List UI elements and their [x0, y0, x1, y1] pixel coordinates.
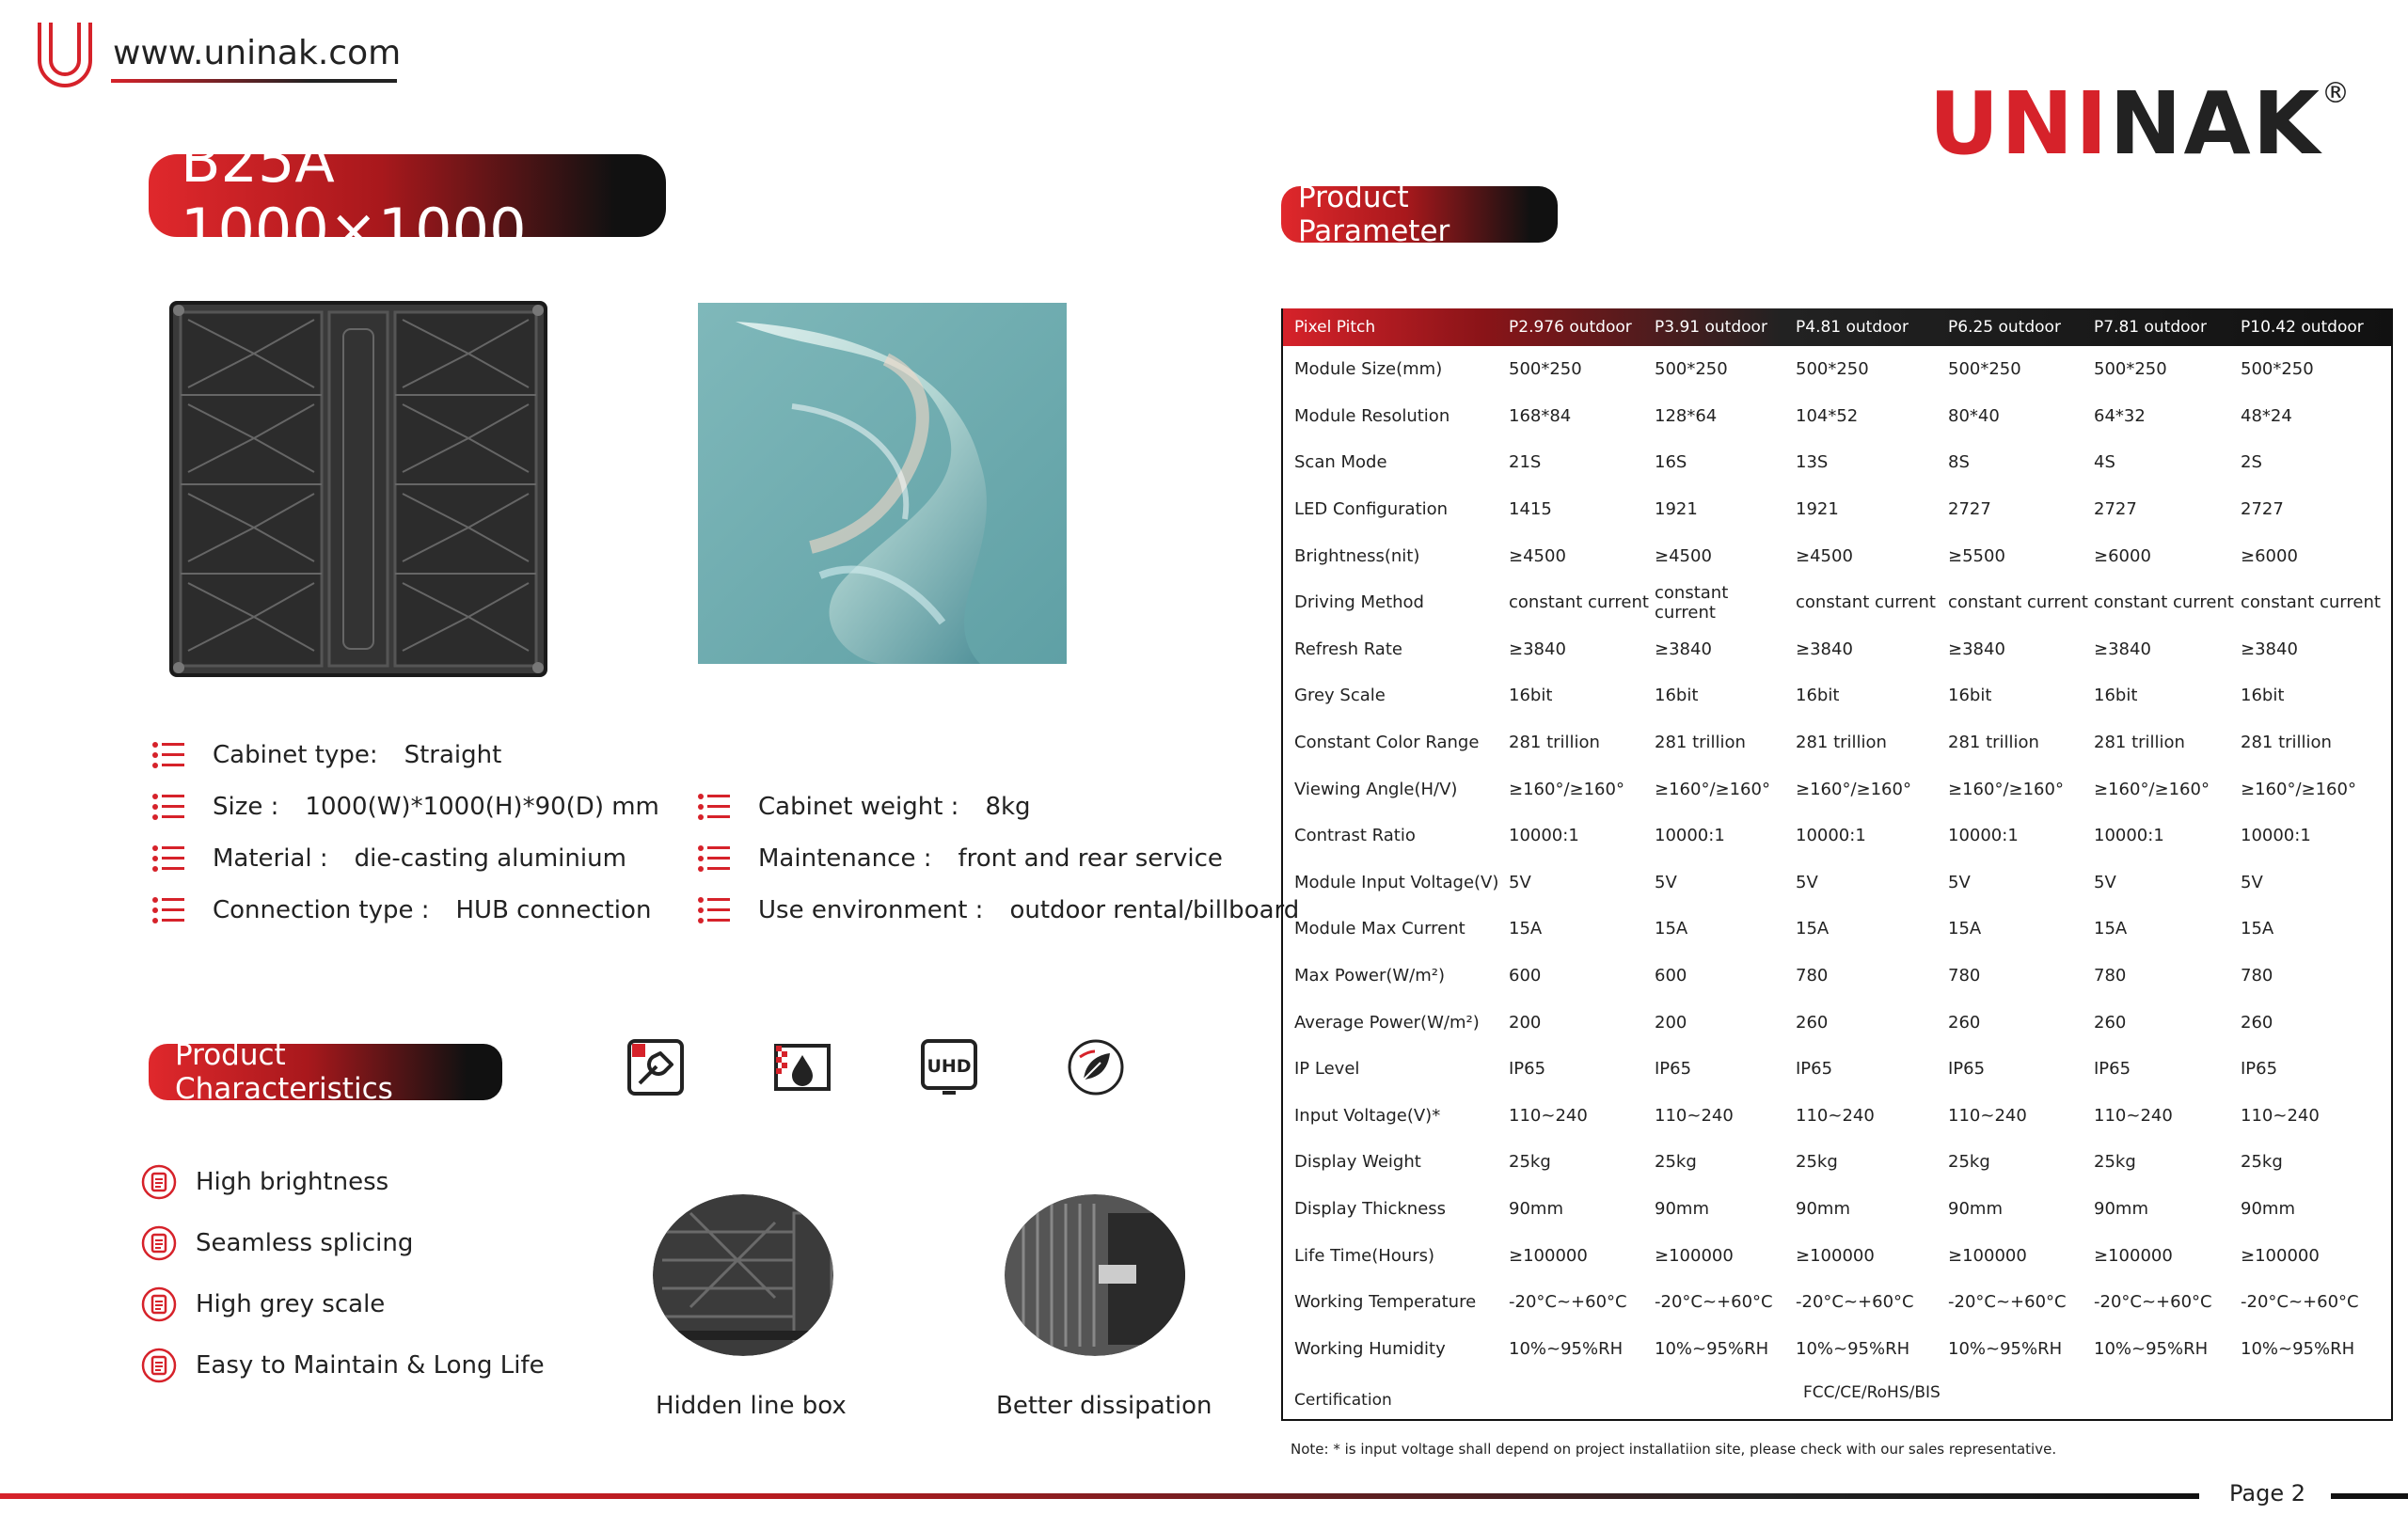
table-cell: LED Configuration: [1294, 499, 1449, 520]
table-cell: constant current: [1655, 582, 1729, 623]
table-cell: Module Input Voltage(V): [1294, 872, 1499, 892]
table-cell: ≥6000: [2241, 545, 2298, 566]
spec-label: Connection type :: [213, 896, 430, 924]
table-cell: Brightness(nit): [1294, 545, 1420, 566]
table-cell: ≥160°/≥160°: [1509, 779, 1624, 799]
table-cell: ≥100000: [1509, 1245, 1588, 1266]
table-cell: 500*250: [1796, 359, 1869, 380]
table-cell: 2S: [2241, 452, 2262, 473]
table-body: [1283, 346, 2391, 1372]
table-cell: 2727: [2241, 499, 2284, 520]
table-cell: 10%~95%RH: [2241, 1338, 2355, 1359]
table-cell: ≥3840: [1948, 639, 2005, 659]
table-cell: 8S: [1948, 452, 1970, 473]
clipboard-icon: [141, 1164, 177, 1200]
clipboard-icon: [141, 1348, 177, 1383]
spec-value: Straight: [404, 741, 502, 769]
table-cell: 10000:1: [1655, 826, 1725, 846]
table-cell: Module Max Current: [1294, 919, 1465, 939]
table-cell: 13S: [1796, 452, 1829, 473]
table-cell: 110~240: [2241, 1105, 2320, 1126]
table-cell: 200: [1509, 1012, 1542, 1033]
table-cell: -20°C~+60°C: [1948, 1292, 2067, 1313]
characteristic-item: [141, 1225, 413, 1261]
table-cell: 90mm: [2094, 1198, 2148, 1219]
table-cell: 110~240: [1509, 1105, 1588, 1126]
list-icon: [152, 741, 184, 769]
table-row: [1283, 532, 2391, 579]
table-cell: Scan Mode: [1294, 452, 1387, 473]
table-cell: ≥100000: [1796, 1245, 1875, 1266]
table-cell: 25kg: [1655, 1152, 1697, 1173]
table-row-certification: [1283, 1372, 2391, 1419]
table-row: [1283, 1093, 2391, 1140]
table-cell: 4S: [2094, 452, 2115, 473]
table-cell: Viewing Angle(H/V): [1294, 779, 1458, 799]
table-cell: ≥3840: [2241, 639, 2298, 659]
brand-logo-dark: NAK: [2109, 73, 2321, 174]
list-icon: [698, 844, 730, 873]
table-cell: IP65: [2241, 1059, 2278, 1080]
table-row: [1283, 906, 2391, 953]
hidden-line-box-image: [653, 1194, 833, 1356]
table-cell: 780: [2094, 966, 2127, 986]
list-icon: [698, 896, 730, 924]
spec-cabinet-type: [152, 741, 501, 769]
list-icon: [152, 844, 184, 873]
table-header-cell: Pixel Pitch: [1294, 318, 1376, 337]
table-cell: 16bit: [1796, 686, 1840, 706]
spec-label: Material :: [213, 844, 328, 873]
table-cell: 25kg: [1796, 1152, 1838, 1173]
table-cell: 500*250: [1655, 359, 1728, 380]
table-cell: 5V: [1509, 872, 1531, 892]
table-cell: 5V: [1655, 872, 1677, 892]
table-cell: -20°C~+60°C: [2094, 1292, 2212, 1313]
table-cell: 5V: [2241, 872, 2263, 892]
leaf-icon: [1067, 1038, 1125, 1096]
table-cell: Grey Scale: [1294, 686, 1386, 706]
characteristic-item: [141, 1348, 545, 1383]
table-cell: 110~240: [1796, 1105, 1875, 1126]
table-row: [1283, 860, 2391, 907]
table-cell: 110~240: [1948, 1105, 2027, 1126]
table-cell: IP65: [1509, 1059, 1546, 1080]
table-cell: 281 trillion: [1796, 733, 1887, 753]
table-cell: 64*32: [2094, 405, 2146, 426]
table-header-cell: P6.25 outdoor: [1948, 318, 2061, 337]
table-cell: Refresh Rate: [1294, 639, 1402, 659]
table-row: [1283, 1279, 2391, 1326]
table-cell: 110~240: [1655, 1105, 1734, 1126]
feature-caption: Better dissipation: [996, 1392, 1212, 1420]
table-cell: 15A: [2241, 919, 2274, 939]
spec-label: Cabinet type:: [213, 741, 378, 769]
table-cell: 21S: [1509, 452, 1542, 473]
table-cell: 281 trillion: [1948, 733, 2039, 753]
table-cell: 168*84: [1509, 405, 1572, 426]
water-drop-icon: [773, 1038, 832, 1096]
footer-line: [0, 1493, 2199, 1499]
table-cell: 110~240: [2094, 1105, 2173, 1126]
spec-value: 1000(W)*1000(H)*90(D) mm: [305, 793, 659, 821]
spec-label: Size :: [213, 793, 279, 821]
table-cell: Driving Method: [1294, 592, 1424, 613]
table-cell: Display Weight: [1294, 1152, 1421, 1173]
table-cell: 10%~95%RH: [1796, 1338, 1910, 1359]
table-cell: 281 trillion: [1655, 733, 1746, 753]
characteristic-label: Easy to Maintain & Long Life: [196, 1351, 545, 1380]
table-row: [1283, 439, 2391, 486]
table-cell: 25kg: [2241, 1152, 2283, 1173]
table-cell: Input Voltage(V)*: [1294, 1105, 1441, 1126]
table-cell: Display Thickness: [1294, 1198, 1447, 1219]
table-row: [1283, 393, 2391, 440]
table-cell: 281 trillion: [1509, 733, 1600, 753]
table-cell: 281 trillion: [2241, 733, 2332, 753]
product-parameter-heading: Product Parameter: [1281, 186, 1558, 243]
feature-caption: Hidden line box: [656, 1392, 847, 1420]
table-cell: ≥100000: [1948, 1245, 2027, 1266]
table-cell: 25kg: [1948, 1152, 1990, 1173]
table-cell: 1921: [1796, 499, 1839, 520]
table-cell: 15A: [1948, 919, 1982, 939]
table-cell: FCC/CE/RoHS/BIS: [1803, 1383, 1941, 1403]
table-cell: IP Level: [1294, 1059, 1360, 1080]
clipboard-icon: [141, 1286, 177, 1322]
table-cell: IP65: [1948, 1059, 1986, 1080]
spec-value: outdoor rental/billboard: [1009, 896, 1300, 924]
table-cell: constant current: [1796, 592, 1936, 613]
table-cell: ≥3840: [2094, 639, 2151, 659]
table-cell: 16S: [1655, 452, 1687, 473]
site-url[interactable]: www.uninak.com: [113, 34, 402, 72]
cabinet-back-image: [169, 301, 547, 677]
table-cell: Module Resolution: [1294, 405, 1450, 426]
table-cell: 5V: [1948, 872, 1971, 892]
table-cell: ≥4500: [1796, 545, 1853, 566]
table-cell: 104*52: [1796, 405, 1859, 426]
table-row: [1283, 346, 2391, 393]
spec-size: [152, 793, 659, 821]
table-cell: 500*250: [1948, 359, 2021, 380]
uhd-icon: [920, 1038, 978, 1096]
table-header-cell: P7.81 outdoor: [2094, 318, 2207, 337]
table-cell: 780: [2241, 966, 2273, 986]
list-icon: [698, 793, 730, 821]
table-cell: 90mm: [1509, 1198, 1563, 1219]
table-cell: 10%~95%RH: [1655, 1338, 1769, 1359]
table-cell: -20°C~+60°C: [2241, 1292, 2359, 1313]
characteristic-item: [141, 1164, 388, 1200]
table-cell: ≥160°/≥160°: [1655, 779, 1770, 799]
brand-logo: [1929, 73, 2352, 174]
spec-material: [152, 844, 626, 873]
table-cell: 15A: [1509, 919, 1543, 939]
table-cell: IP65: [1796, 1059, 1833, 1080]
table-row: [1283, 1139, 2391, 1186]
table-header-cell: P2.976 outdoor: [1509, 318, 1632, 337]
table-cell: 25kg: [1509, 1152, 1551, 1173]
table-cell: Certification: [1294, 1391, 1392, 1411]
table-cell: ≥5500: [1948, 545, 2005, 566]
table-row: [1283, 1325, 2391, 1372]
table-cell: -20°C~+60°C: [1655, 1292, 1773, 1313]
table-cell: 15A: [1655, 919, 1688, 939]
table-cell: 5V: [1796, 872, 1818, 892]
table-cell: ≥3840: [1796, 639, 1853, 659]
display-art-image: [698, 303, 1067, 664]
table-cell: ≥100000: [2241, 1245, 2320, 1266]
table-cell: Contrast Ratio: [1294, 826, 1416, 846]
spec-label: Cabinet weight :: [758, 793, 959, 821]
table-cell: 260: [1948, 1012, 1981, 1033]
table-cell: 10%~95%RH: [1509, 1338, 1624, 1359]
table-cell: ≥100000: [2094, 1245, 2173, 1266]
table-cell: 90mm: [1796, 1198, 1850, 1219]
spec-value: die-casting aluminium: [354, 844, 626, 873]
page-number: Page 2: [2229, 1480, 2305, 1506]
table-header-row: [1283, 308, 2391, 346]
table-row: [1283, 1232, 2391, 1279]
table-cell: Constant Color Range: [1294, 733, 1480, 753]
spec-value: HUB connection: [455, 896, 652, 924]
table-header-cell: P4.81 outdoor: [1796, 318, 1909, 337]
wrench-icon: [626, 1038, 685, 1096]
table-cell: ≥3840: [1509, 639, 1566, 659]
table-cell: constant current: [1948, 592, 2088, 613]
spec-use-environment: [698, 896, 1299, 924]
table-cell: 16bit: [1655, 686, 1699, 706]
dissipation-image: [1005, 1194, 1185, 1356]
table-cell: ≥4500: [1509, 545, 1566, 566]
table-row: [1283, 626, 2391, 673]
table-cell: Working Temperature: [1294, 1292, 1477, 1313]
spec-cabinet-weight: [698, 793, 1031, 821]
table-cell: 281 trillion: [2094, 733, 2185, 753]
list-icon: [152, 896, 184, 924]
table-row: [1283, 1046, 2391, 1093]
table-cell: 16bit: [1948, 686, 1992, 706]
table-cell: 500*250: [2241, 359, 2314, 380]
table-cell: Module Size(mm): [1294, 359, 1443, 380]
table-row: [1283, 765, 2391, 812]
table-cell: 500*250: [1509, 359, 1582, 380]
table-cell: -20°C~+60°C: [1796, 1292, 1914, 1313]
table-cell: 260: [1796, 1012, 1829, 1033]
clipboard-icon: [141, 1225, 177, 1261]
table-cell: ≥160°/≥160°: [2094, 779, 2210, 799]
table-cell: 48*24: [2241, 405, 2292, 426]
table-cell: 2727: [2094, 499, 2137, 520]
spec-connection: [152, 896, 651, 924]
table-row: [1283, 953, 2391, 1000]
table-cell: Life Time(Hours): [1294, 1245, 1434, 1266]
table-row: [1283, 672, 2391, 719]
table-cell: 16bit: [2241, 686, 2285, 706]
table-cell: 500*250: [2094, 359, 2167, 380]
table-cell: Working Humidity: [1294, 1338, 1446, 1359]
brand-logo-red: UNI: [1928, 73, 2110, 174]
table-cell: 10000:1: [1948, 826, 2019, 846]
table-cell: 1921: [1655, 499, 1698, 520]
table-cell: 80*40: [1948, 405, 2000, 426]
table-row: [1283, 812, 2391, 860]
table-cell: 200: [1655, 1012, 1687, 1033]
spec-label: Use environment :: [758, 896, 984, 924]
table-cell: 780: [1796, 966, 1829, 986]
table-cell: 90mm: [1948, 1198, 2003, 1219]
registered-mark: ®: [2321, 77, 2352, 110]
product-title: B25A 1000×1000: [149, 154, 666, 237]
table-row: [1283, 1186, 2391, 1233]
u-logo-icon: [34, 19, 96, 88]
characteristic-label: High grey scale: [196, 1290, 386, 1318]
characteristic-label: Seamless splicing: [196, 1229, 414, 1257]
table-cell: ≥100000: [1655, 1245, 1734, 1266]
parameter-table: [1281, 308, 2393, 1421]
table-cell: ≥160°/≥160°: [2241, 779, 2356, 799]
table-cell: Average Power(W/m²): [1294, 1012, 1480, 1033]
table-row: [1283, 999, 2391, 1046]
table-cell: IP65: [1655, 1059, 1692, 1080]
table-cell: 15A: [2094, 919, 2128, 939]
url-underline: [111, 79, 397, 83]
table-cell: constant current: [2241, 592, 2381, 613]
table-cell: 10%~95%RH: [1948, 1338, 2063, 1359]
table-cell: 260: [2094, 1012, 2127, 1033]
table-cell: 1415: [1509, 499, 1552, 520]
table-cell: 90mm: [2241, 1198, 2295, 1219]
table-cell: 16bit: [1509, 686, 1553, 706]
table-cell: 780: [1948, 966, 1981, 986]
uhd-icon-text: UHD: [927, 1056, 972, 1077]
characteristic-label: High brightness: [196, 1168, 389, 1196]
table-row: [1283, 486, 2391, 533]
table-cell: 10%~95%RH: [2094, 1338, 2209, 1359]
spec-maintenance: [698, 844, 1223, 873]
product-characteristics-heading: Product Characteristics: [149, 1044, 502, 1100]
table-cell: ≥6000: [2094, 545, 2151, 566]
table-cell: 90mm: [1655, 1198, 1709, 1219]
footer-line-right: [2331, 1493, 2408, 1499]
table-cell: IP65: [2094, 1059, 2131, 1080]
table-cell: constant current: [2094, 592, 2234, 613]
table-cell: 10000:1: [2094, 826, 2164, 846]
table-cell: ≥3840: [1655, 639, 1712, 659]
table-note: Note: * is input voltage shall depend on project installatiion site, please check with our sales representative.: [1291, 1441, 2057, 1458]
table-cell: 600: [1509, 966, 1542, 986]
table-row: [1283, 719, 2391, 766]
spec-value: front and rear service: [958, 844, 1223, 873]
table-cell: 10000:1: [1509, 826, 1579, 846]
table-cell: -20°C~+60°C: [1509, 1292, 1627, 1313]
table-cell: 16bit: [2094, 686, 2138, 706]
table-cell: constant current: [1509, 592, 1649, 613]
table-header-cell: P3.91 outdoor: [1655, 318, 1767, 337]
table-cell: 600: [1655, 966, 1687, 986]
spec-value: 8kg: [985, 793, 1031, 821]
table-cell: 5V: [2094, 872, 2116, 892]
table-row: [1283, 579, 2391, 626]
list-icon: [152, 793, 184, 821]
table-cell: 10000:1: [1796, 826, 1866, 846]
table-header-cell: P10.42 outdoor: [2241, 318, 2364, 337]
table-cell: 2727: [1948, 499, 1991, 520]
spec-label: Maintenance :: [758, 844, 932, 873]
table-cell: 15A: [1796, 919, 1830, 939]
table-cell: 128*64: [1655, 405, 1718, 426]
table-cell: ≥160°/≥160°: [1948, 779, 2064, 799]
table-cell: 25kg: [2094, 1152, 2136, 1173]
table-cell: 260: [2241, 1012, 2273, 1033]
table-cell: ≥4500: [1655, 545, 1712, 566]
characteristic-item: [141, 1286, 385, 1322]
table-cell: 10000:1: [2241, 826, 2311, 846]
table-cell: ≥160°/≥160°: [1796, 779, 1911, 799]
table-cell: Max Power(W/m²): [1294, 966, 1446, 986]
